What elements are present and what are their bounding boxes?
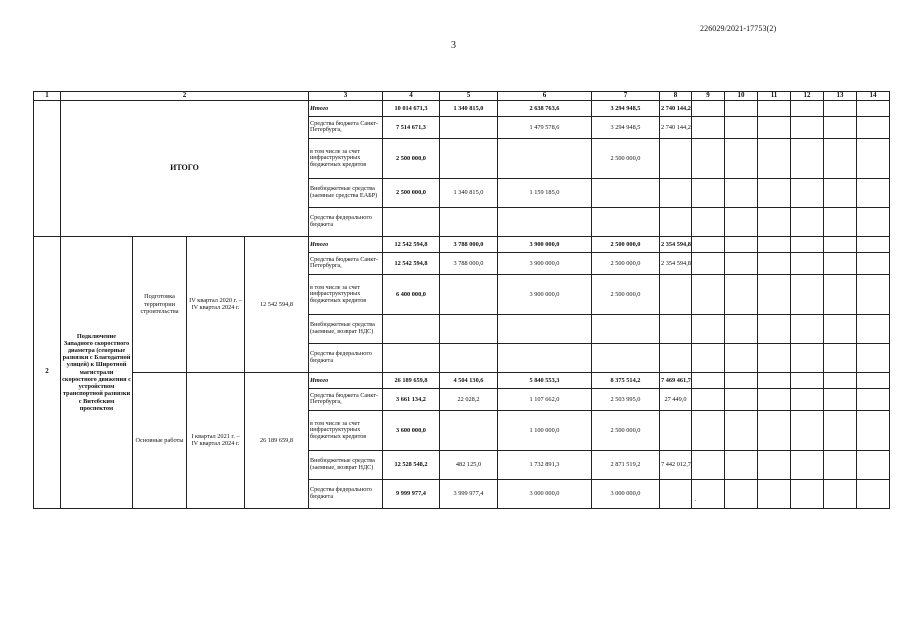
empty-col-10 [725, 479, 758, 508]
empty-col-13 [824, 138, 857, 178]
empty-col-11 [758, 252, 791, 274]
value-col-4: 3 661 134,2 [383, 388, 440, 410]
empty-col-11 [758, 178, 791, 207]
empty-col-11 [758, 314, 791, 343]
value-col-4 [383, 343, 440, 372]
empty-col-14 [857, 207, 890, 236]
empty-col-11 [758, 372, 791, 388]
empty-col-11 [758, 479, 791, 508]
item2-stage-row [34, 236, 890, 252]
stage-cost: 26 189 659,8 [245, 372, 309, 508]
total-block-row [34, 100, 890, 116]
empty-col-12 [791, 236, 824, 252]
empty-col-14 [857, 410, 890, 450]
value-col-4: 26 189 659,8 [383, 372, 440, 388]
empty-col-9 [692, 343, 725, 372]
value-col-6 [498, 138, 592, 178]
empty-col-14 [857, 314, 890, 343]
empty-col-13 [824, 207, 857, 236]
value-col-5 [440, 410, 498, 450]
empty-col-10 [725, 207, 758, 236]
financing-table [33, 91, 890, 509]
empty-col-13 [824, 450, 857, 479]
funding-source: Средства федерального бюджета [309, 207, 383, 236]
empty-col-11 [758, 207, 791, 236]
value-col-8 [660, 178, 692, 207]
col-number-6: 6 [498, 92, 592, 101]
empty-col-12 [791, 252, 824, 274]
empty-col-9 [692, 236, 725, 252]
empty-col-11 [758, 100, 791, 116]
empty-col-10 [725, 372, 758, 388]
empty-col-14 [857, 100, 890, 116]
empty-col-9 [692, 138, 725, 178]
value-col-4: 10 014 671,3 [383, 100, 440, 116]
empty-col-9 [692, 372, 725, 388]
empty-col-9 [692, 479, 725, 508]
empty-col-12 [791, 138, 824, 178]
row-number: 2 [34, 236, 61, 508]
stage-cost: 12 542 594,8 [245, 236, 309, 372]
empty-col-13 [824, 388, 857, 410]
funding-source: в том числе за счет инфраструктурных бюджетных кредитов [309, 138, 383, 178]
empty-col-14 [857, 138, 890, 178]
value-col-4 [383, 314, 440, 343]
value-col-4: 12 528 548,2 [383, 450, 440, 479]
value-col-7: 3 294 948,5 [592, 116, 660, 138]
col-number-2: 2 [61, 92, 309, 101]
funding-source: Внебюджетные средства (заемные, возврат НДС) [309, 314, 383, 343]
value-col-5: 1 340 815,0 [440, 100, 498, 116]
value-col-5 [440, 314, 498, 343]
empty-col-10 [725, 410, 758, 450]
empty-col-12 [791, 116, 824, 138]
value-col-7: 2 871 519,2 [592, 450, 660, 479]
funding-source: Средства федерального бюджета [309, 343, 383, 372]
empty-col-12 [791, 479, 824, 508]
object-name: Подключение Западного скоростного диаметра (северные развязки с Благодатной улицей) к Широтной магистрали скоростного движения с устройством транспортной развязки с Витебским проспектом [61, 236, 133, 508]
empty-col-13 [824, 236, 857, 252]
value-col-4: 12 542 594,8 [383, 236, 440, 252]
empty-col-12 [791, 388, 824, 410]
value-col-7: 2 500 000,0 [592, 274, 660, 314]
value-col-6: 5 840 553,3 [498, 372, 592, 388]
empty-col-12 [791, 178, 824, 207]
value-col-4: 6 400 000,0 [383, 274, 440, 314]
value-col-7 [592, 314, 660, 343]
empty-col-9 [692, 252, 725, 274]
empty-col-10 [725, 388, 758, 410]
col-number-12: 12 [791, 92, 824, 101]
stage-name: Подготовка территории строительства [133, 236, 187, 372]
value-col-7: 8 375 514,2 [592, 372, 660, 388]
funding-source: Внебюджетные средства (заемные средства ЕАБР) [309, 178, 383, 207]
stage-period: I квартал 2021 г. – IV квартал 2024 г. [187, 372, 245, 508]
value-col-6: 1 107 662,0 [498, 388, 592, 410]
value-col-4: 3 600 000,0 [383, 410, 440, 450]
empty-col-10 [725, 116, 758, 138]
empty-col-11 [758, 450, 791, 479]
value-col-8 [660, 314, 692, 343]
value-col-4: 2 500 000,0 [383, 178, 440, 207]
col-number-5: 5 [440, 92, 498, 101]
funding-total-label: Итого [309, 236, 383, 252]
stage-period: IV квартал 2020 г. – IV квартал 2024 г. [187, 236, 245, 372]
funding-source: в том числе за счет инфраструктурных бюджетных кредитов [309, 410, 383, 450]
empty-col-11 [758, 138, 791, 178]
value-col-4: 12 542 594,8 [383, 252, 440, 274]
value-col-5: 22 028,2 [440, 388, 498, 410]
stray-mark: . [695, 496, 697, 503]
value-col-8 [660, 343, 692, 372]
col-number-4: 4 [383, 92, 440, 101]
col-number-3: 3 [309, 92, 383, 101]
value-col-7: 3 294 948,5 [592, 100, 660, 116]
empty-col-10 [725, 274, 758, 314]
value-col-8: 2 354 594,8 [660, 236, 692, 252]
funding-source: Средства федерального бюджета [309, 479, 383, 508]
empty-col-12 [791, 450, 824, 479]
empty-col-10 [725, 178, 758, 207]
empty-col-13 [824, 314, 857, 343]
col-number-8: 8 [660, 92, 692, 101]
value-col-4: 9 999 977,4 [383, 479, 440, 508]
empty-col-14 [857, 372, 890, 388]
empty-col-10 [725, 236, 758, 252]
value-col-5 [440, 343, 498, 372]
page-number: 3 [451, 40, 456, 51]
value-col-8: 2 740 144,2 [660, 100, 692, 116]
empty-col-10 [725, 252, 758, 274]
empty-col-11 [758, 116, 791, 138]
empty-col-13 [824, 178, 857, 207]
value-col-4: 2 500 000,0 [383, 138, 440, 178]
value-col-5: 1 340 815,0 [440, 178, 498, 207]
value-col-4: 7 514 671,3 [383, 116, 440, 138]
empty-col-11 [758, 410, 791, 450]
empty-col-10 [725, 100, 758, 116]
empty-col-12 [791, 100, 824, 116]
empty-col-12 [791, 410, 824, 450]
value-col-5 [440, 116, 498, 138]
empty-col-9 [692, 100, 725, 116]
empty-col-9 [692, 314, 725, 343]
value-col-5: 3 788 000,0 [440, 252, 498, 274]
value-col-5 [440, 207, 498, 236]
empty-col-9 [692, 178, 725, 207]
empty-col-13 [824, 479, 857, 508]
row-number-empty [34, 100, 61, 236]
col-number-1: 1 [34, 92, 61, 101]
value-col-8: 7 442 012,7 [660, 450, 692, 479]
empty-col-10 [725, 450, 758, 479]
funding-source: Средства бюджета Санкт-Петербурга, [309, 388, 383, 410]
empty-col-10 [725, 314, 758, 343]
empty-col-13 [824, 372, 857, 388]
empty-col-11 [758, 236, 791, 252]
col-number-10: 10 [725, 92, 758, 101]
item2-stage-row [34, 372, 890, 388]
value-col-4 [383, 207, 440, 236]
value-col-7 [592, 207, 660, 236]
col-number-7: 7 [592, 92, 660, 101]
empty-col-13 [824, 410, 857, 450]
empty-col-14 [857, 450, 890, 479]
empty-col-13 [824, 343, 857, 372]
empty-col-14 [857, 388, 890, 410]
value-col-8 [660, 410, 692, 450]
empty-col-10 [725, 138, 758, 178]
empty-col-14 [857, 343, 890, 372]
empty-col-11 [758, 343, 791, 372]
value-col-7: 3 000 000,0 [592, 479, 660, 508]
empty-col-9 [692, 388, 725, 410]
value-col-6 [498, 343, 592, 372]
value-col-8: 2 354 594,8 [660, 252, 692, 274]
value-col-8: 2 740 144,2 [660, 116, 692, 138]
empty-col-10 [725, 343, 758, 372]
value-col-6: 3 900 000,0 [498, 252, 592, 274]
empty-col-13 [824, 100, 857, 116]
empty-col-12 [791, 372, 824, 388]
value-col-5 [440, 138, 498, 178]
col-number-13: 13 [824, 92, 857, 101]
column-number-row [34, 92, 890, 101]
funding-source: Средства бюджета Санкт-Петербурга, [309, 252, 383, 274]
empty-col-9 [692, 274, 725, 314]
value-col-6: 3 900 000,0 [498, 274, 592, 314]
value-col-8 [660, 479, 692, 508]
empty-col-14 [857, 479, 890, 508]
empty-col-14 [857, 236, 890, 252]
funding-total-label: Итого [309, 372, 383, 388]
document-registration-number: 226029/2021-17753(2) [700, 24, 777, 33]
value-col-5: 3 788 000,0 [440, 236, 498, 252]
value-col-6: 2 638 763,6 [498, 100, 592, 116]
empty-col-9 [692, 207, 725, 236]
funding-total-label: Итого [309, 100, 383, 116]
empty-col-12 [791, 207, 824, 236]
value-col-6: 1 479 578,6 [498, 116, 592, 138]
empty-col-12 [791, 274, 824, 314]
value-col-7: 2 503 995,0 [592, 388, 660, 410]
value-col-8 [660, 274, 692, 314]
empty-col-9 [692, 116, 725, 138]
funding-source: Внебюджетные средства (заемные, возврат НДС) [309, 450, 383, 479]
col-number-14: 14 [857, 92, 890, 101]
value-col-7: 2 500 000,0 [592, 138, 660, 178]
empty-col-11 [758, 274, 791, 314]
empty-col-14 [857, 116, 890, 138]
value-col-6 [498, 314, 592, 343]
stage-name: Основные работы [133, 372, 187, 508]
value-col-6 [498, 207, 592, 236]
value-col-8 [660, 138, 692, 178]
empty-col-12 [791, 314, 824, 343]
value-col-6: 3 000 000,0 [498, 479, 592, 508]
value-col-5: 4 504 130,6 [440, 372, 498, 388]
value-col-5: 3 999 977,4 [440, 479, 498, 508]
value-col-6: 1 732 891,3 [498, 450, 592, 479]
value-col-5 [440, 274, 498, 314]
col-number-9: 9 [692, 92, 725, 101]
empty-col-9 [692, 410, 725, 450]
value-col-8: 7 469 461,7 [660, 372, 692, 388]
empty-col-13 [824, 116, 857, 138]
total-label: ИТОГО [61, 100, 309, 236]
value-col-6: 1 159 185,0 [498, 178, 592, 207]
funding-source: Средства бюджета Санкт-Петербурга, [309, 116, 383, 138]
value-col-5: 482 125,0 [440, 450, 498, 479]
empty-col-14 [857, 274, 890, 314]
empty-col-9 [692, 450, 725, 479]
empty-col-14 [857, 178, 890, 207]
value-col-8: 27 449,0 [660, 388, 692, 410]
value-col-7: 2 500 000,0 [592, 410, 660, 450]
empty-col-11 [758, 388, 791, 410]
empty-col-14 [857, 252, 890, 274]
funding-source: в том числе за счет инфраструктурных бюджетных кредитов [309, 274, 383, 314]
value-col-7: 2 500 000,0 [592, 252, 660, 274]
empty-col-13 [824, 274, 857, 314]
value-col-6: 1 100 000,0 [498, 410, 592, 450]
value-col-7: 2 500 000,0 [592, 236, 660, 252]
value-col-6: 3 900 000,0 [498, 236, 592, 252]
empty-col-12 [791, 343, 824, 372]
value-col-7 [592, 343, 660, 372]
value-col-8 [660, 207, 692, 236]
value-col-7 [592, 178, 660, 207]
empty-col-13 [824, 252, 857, 274]
col-number-11: 11 [758, 92, 791, 101]
